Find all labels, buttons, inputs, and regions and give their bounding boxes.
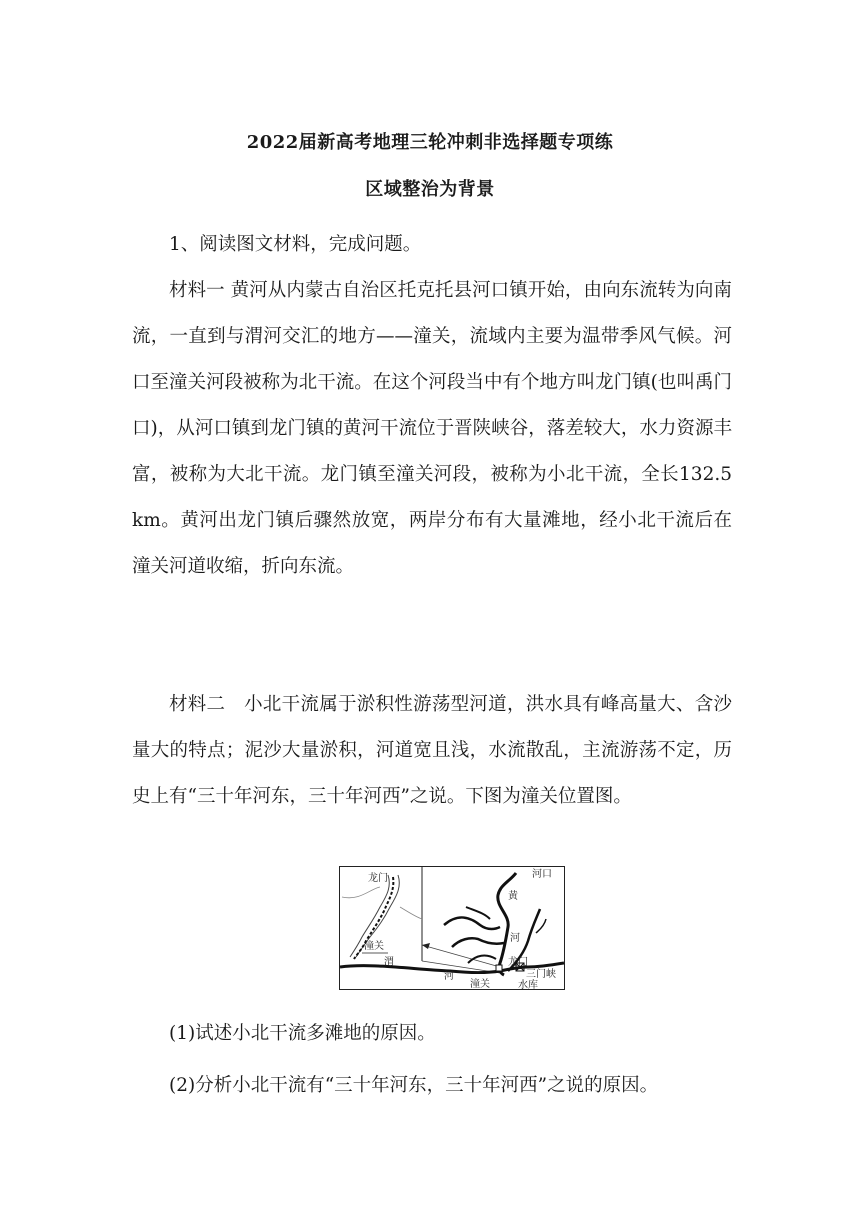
huang-label: 黄 xyxy=(508,891,518,902)
inset-tongguan-label: 潼关 xyxy=(364,941,384,952)
page-subtitle: 区域整治为背景 xyxy=(365,179,495,200)
instruction-text: 1、阅读图文材料，完成问题。 xyxy=(169,234,422,255)
question-2: (2)分析小北干流有“三十年河东，三十年河西”之说的原因。 xyxy=(169,1075,659,1096)
longmen-label: 龙门 xyxy=(508,957,528,968)
tongguan-marker xyxy=(496,965,502,971)
leader-arrow xyxy=(422,943,430,949)
shuiku-label: 水库 xyxy=(518,980,538,989)
page-title: 2022届新高考地理三轮冲刺非选择题专项练 xyxy=(246,132,614,153)
he-label: 河 xyxy=(510,933,520,944)
inset-boundary-line xyxy=(342,887,380,898)
wei-he-label: 河 xyxy=(444,971,454,982)
sanmenxia-label: 三门峡 xyxy=(526,969,556,980)
map-drawing xyxy=(340,867,564,989)
inset-boundary-line-2 xyxy=(400,907,422,919)
tongguan-location-map xyxy=(339,866,565,990)
hekou-label: 河口 xyxy=(532,869,552,880)
material-two-paragraph: 材料二 小北干流属于淤积性游荡型河道，洪水具有峰高量大、含沙量大的特点；泥沙大量淤积，河道宽且浅，水流散乱，主流游荡不定，历史上有“三十年河东，三十年河西”之说。下图为潼关位置图。 xyxy=(132,694,732,807)
material-one-paragraph: 材料一 黄河从内蒙古自治区托克托县河口镇开始，由向东流转为向南流，一直到与渭河交汇的地方——潼关，流域内主要为温带季风气候。河口至潼关河段被称为北干流。在这个河段当中有个地方叫龙门镇(也叫禹门口)，从河口镇到龙门镇的黄河干流位于晋陕峡谷，落差较大，水力资源丰富，被称为大北干流。龙门镇至潼关河段，被称为小北干流，全长132.5 km。黄河出龙门镇后骤然放宽，两岸分布有大量滩地，经小北干流后在潼关河道收缩，折向东流。 xyxy=(132,280,732,577)
tributary-west-2 xyxy=(452,938,504,947)
inset-longmen-label: 龙门 xyxy=(368,873,388,884)
tributary-west-3 xyxy=(466,907,490,919)
wei-label: 渭 xyxy=(384,957,394,968)
tributary-east-branch xyxy=(536,919,546,933)
tongguan-label: 潼关 xyxy=(470,979,490,989)
tributary-west-1 xyxy=(444,917,500,929)
question-1: (1)试述小北干流多滩地的原因。 xyxy=(169,1023,436,1044)
